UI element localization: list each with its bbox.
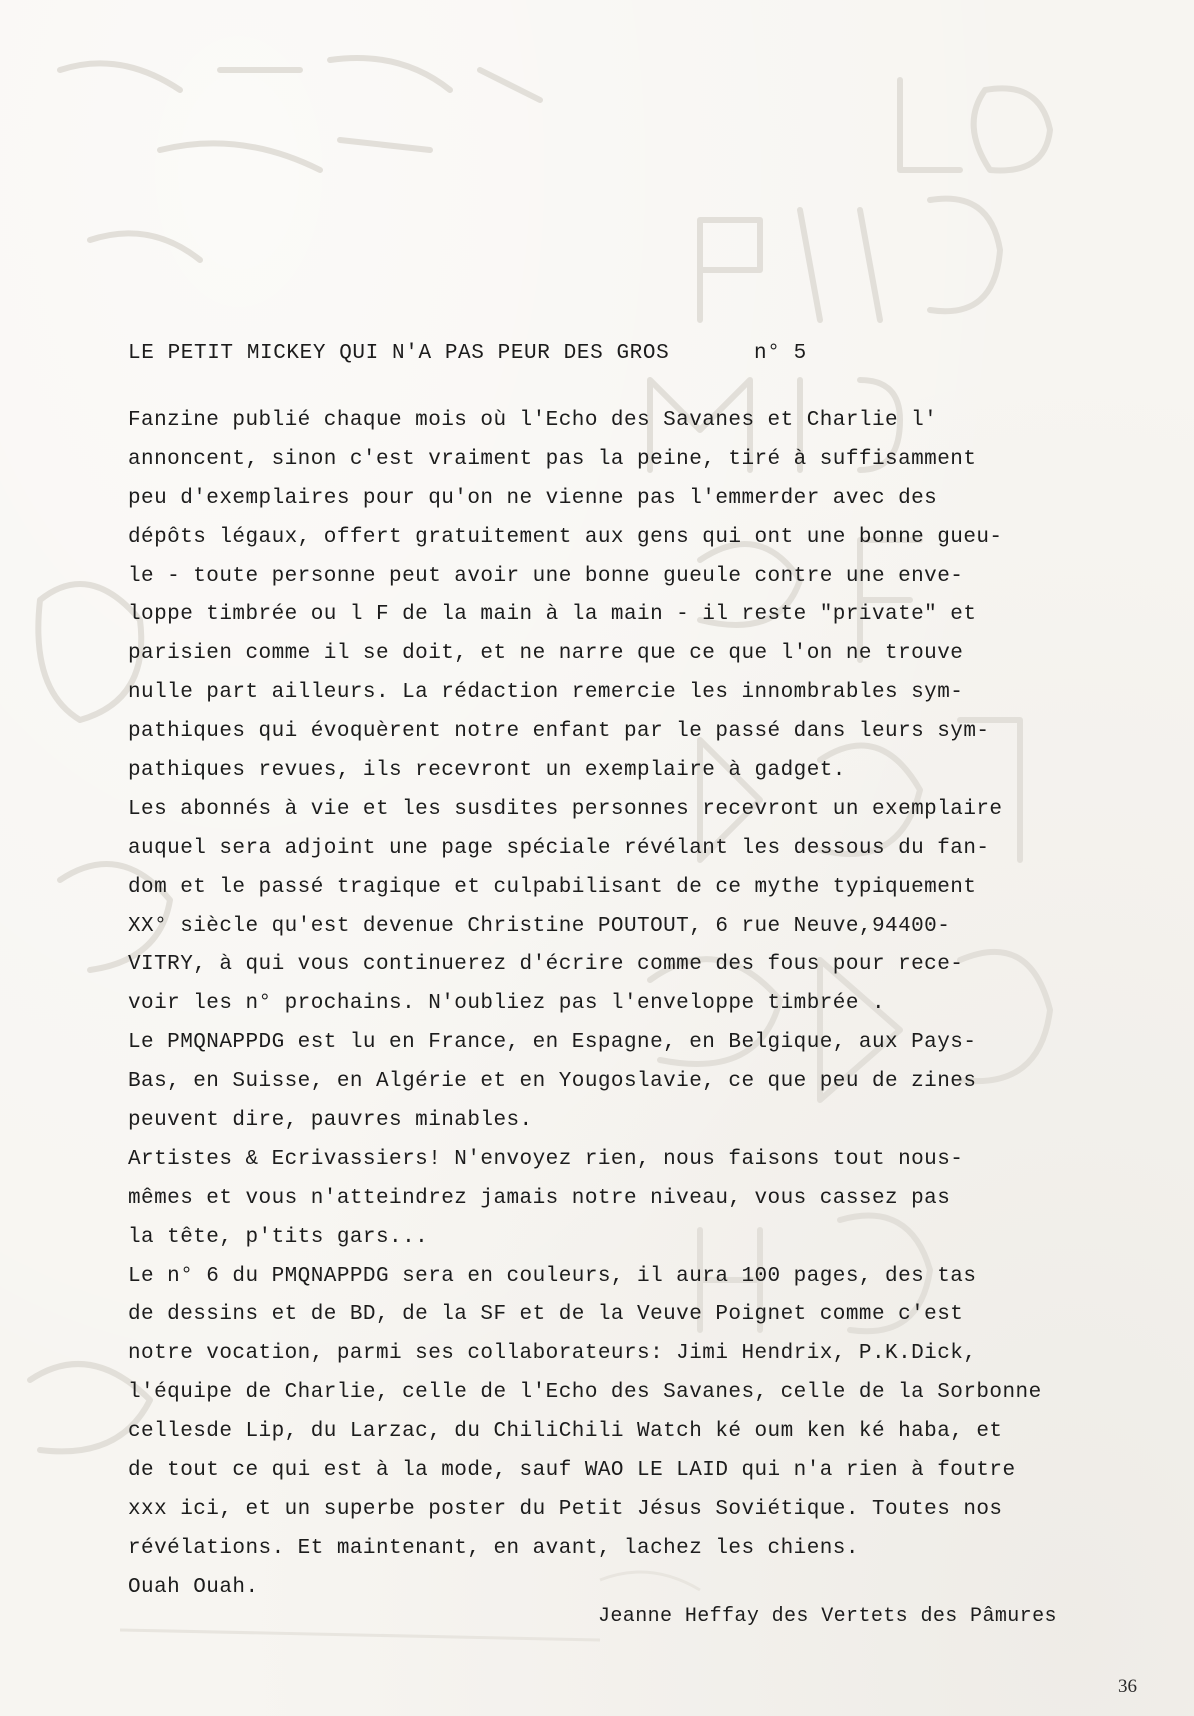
signature: Jeanne Heffay des Vertets des Pâmures (598, 1605, 1057, 1628)
body-line: Le n° 6 du PMQNAPPDG sera en couleurs, il aura 100 pages, des tas (128, 1264, 977, 1288)
body-line: voir les n° prochains. N'oubliez pas l'enveloppe timbrée . (128, 992, 886, 1016)
body-line: Fanzine publié chaque mois où l'Echo des Savanes et Charlie l' (128, 409, 938, 432)
body-line: dom et le passé tragique et culpabilisant de ce mythe typiquement (128, 875, 977, 899)
body-line: notre vocation, parmi ses collaborateurs: Jimi Hendrix, P.K.Dick, (128, 1342, 977, 1366)
body-line: le - toute personne peut avoir une bonne gueule contre une enve- (128, 564, 964, 588)
body-line: peuvent dire, pauvres minables. (128, 1109, 533, 1133)
body-line: révélations. Et maintenant, en avant, lachez les chiens. (128, 1536, 859, 1560)
body-line: pathiques qui évoquèrent notre enfant par le passé dans leurs sym- (128, 720, 990, 744)
body-line: XX° siècle qu'est devenue Christine POUTOUT, 6 rue Neuve,94400- (128, 914, 951, 938)
body-line: Les abonnés à vie et les susdites personnes recevront un exemplaire (128, 797, 1003, 821)
body-line: Le PMQNAPPDG est lu en France, en Espagne, en Belgique, aux Pays- (128, 1031, 977, 1055)
body-text (128, 402, 1068, 1608)
body-line: de tout ce qui est à la mode, sauf WAO LE LAID qui n'a rien à foutre (128, 1459, 1016, 1483)
document-heading (128, 342, 888, 372)
body-line: Ouah Ouah. (128, 1575, 259, 1599)
body-line: parisien comme il se doit, et ne narre que ce que l'on ne trouve (128, 642, 964, 666)
body-line: de dessins et de BD, de la SF et de la Veuve Poignet comme c'est (128, 1303, 964, 1327)
body-line: VITRY, à qui vous continuerez d'écrire comme des fous pour rece- (128, 953, 964, 977)
body-line: la tête, p'tits gars... (128, 1225, 429, 1249)
body-line: dépôts légaux, offert gratuitement aux gens qui ont une bonne gueu- (128, 525, 1003, 549)
heading-title: LE PETIT MICKEY QUI N'A PAS PEUR DES GROS (128, 342, 670, 365)
issue-number: n° 5 (754, 342, 807, 365)
body-line: xxx ici, et un superbe poster du Petit Jésus Soviétique. Toutes nos (128, 1497, 1003, 1521)
body-line: loppe timbrée ou l F de la main à la main - il reste "private" et (128, 603, 977, 627)
body-line: annoncent, sinon c'est vraiment pas la peine, tiré à suffisamment (128, 447, 977, 471)
body-line: cellesde Lip, du Larzac, du ChiliChili Watch ké oum ken ké haba, et (128, 1420, 1003, 1444)
body-line: auquel sera adjoint une page spéciale révélant les dessous du fan- (128, 836, 990, 860)
body-line: mêmes et vous n'atteindrez jamais notre niveau, vous cassez pas (128, 1186, 951, 1210)
body-line: Artistes & Ecrivassiers! N'envoyez rien, nous faisons tout nous- (128, 1147, 964, 1171)
page-number: 36 (1118, 1676, 1137, 1697)
body-line: peu d'exemplaires pour qu'on ne vienne pas l'emmerder avec des (128, 486, 938, 510)
body-line: pathiques revues, ils recevront un exemplaire à gadget. (128, 759, 846, 783)
body-line: l'équipe de Charlie, celle de l'Echo des Savanes, celle de la Sorbonne (128, 1381, 1042, 1405)
body-line: nulle part ailleurs. La rédaction remercie les innombrables sym- (128, 681, 964, 705)
body-line: Bas, en Suisse, en Algérie et en Yougoslavie, ce que peu de zines (128, 1070, 977, 1094)
